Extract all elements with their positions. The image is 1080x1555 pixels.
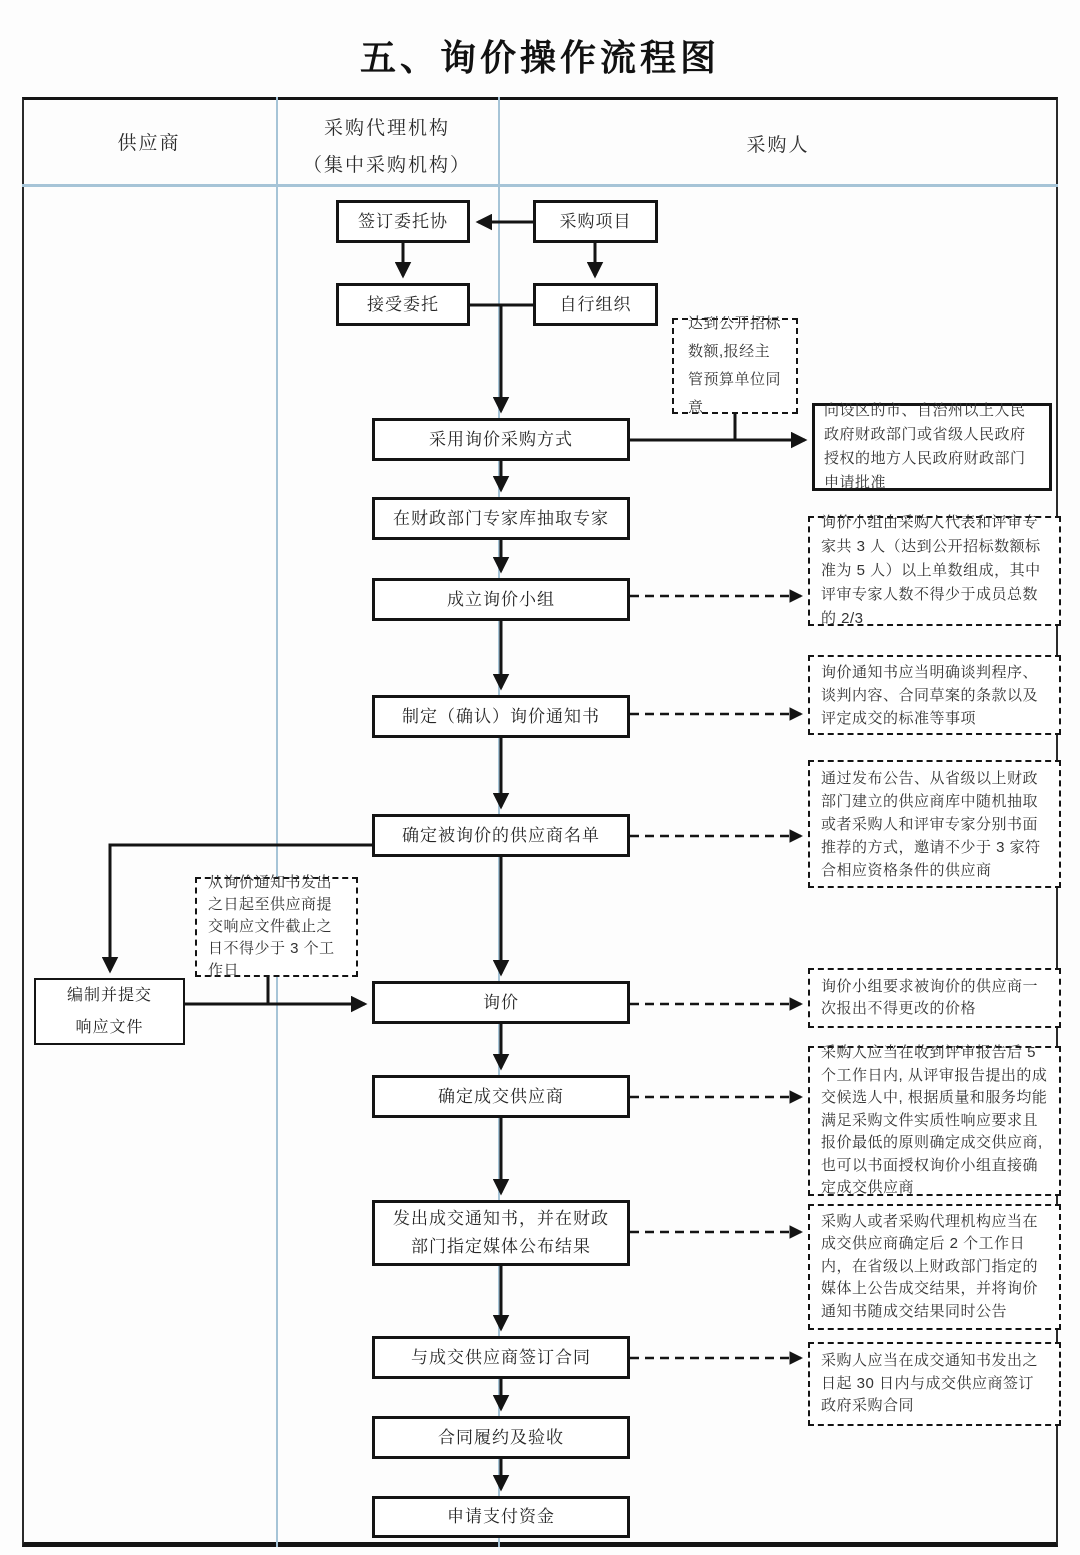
page-title: 五、询价操作流程图 [359, 37, 720, 78]
step-determine-supplier-list: 确定被询价的供应商名单 [372, 814, 630, 857]
note-min-3-workdays: 从询价通知书发出之日起至供应商提交响应文件截止之日不得少于 3 个工作日 [195, 877, 358, 977]
lane-header-agency-line1: 采购代理机构 [323, 118, 450, 139]
step-apply-payment: 申请支付资金 [372, 1496, 630, 1538]
step-determine-winning-supplier: 确定成交供应商 [372, 1075, 630, 1118]
step-form-inquiry-team: 成立询价小组 [372, 578, 630, 621]
flow-box-accept-entrustment: 接受委托 [336, 283, 470, 326]
supplier-response-line2: 响应文件 [75, 1018, 144, 1036]
note-2-workdays: 采购人或者采购代理机构应当在成交供应商确定后 2 个工作日内，在省级以上财政部门指定的媒体上公告成交结果，并将询价通知书随成交结果同时公告 [808, 1204, 1061, 1330]
lane-header-supplier: 供应商 [117, 133, 181, 154]
header-divider [22, 184, 1058, 187]
note-threshold: 达到公开招标数额,报经主管预算单位同意 [672, 318, 798, 414]
flow-box-sign-agreement: 签订委托协 [336, 200, 470, 243]
step-contract-performance: 合同履约及验收 [372, 1416, 630, 1459]
note-invite-suppliers: 通过发布公告、从省级以上财政部门建立的供应商库中随机抽取或者采购人和评审专家分别书面推荐的方式，邀请不少于 3 家符合相应资格条件的供应商 [808, 760, 1061, 888]
step-inquiry: 询价 [372, 981, 630, 1024]
note-5-workdays: 采购人应当在收到评审报告后 5 个工作日内, 从评审报告提出的成交候选人中, 根据质量和服务均能满足采购文件实质性响应要求且报价最低的原则确定成交供应商, 也可以书面授权询价小组直接确定成交供应商 [808, 1046, 1061, 1196]
flow-box-procurement-project: 采购项目 [533, 200, 658, 243]
supplier-response-box [34, 978, 185, 1045]
flow-box-self-organize: 自行组织 [533, 283, 658, 326]
step-extract-experts: 在财政部门专家库抽取专家 [372, 497, 630, 540]
column-divider-1 [276, 97, 278, 1547]
step-sign-contract: 与成交供应商签订合同 [372, 1336, 630, 1379]
lane-header-agency [276, 113, 498, 177]
step-make-inquiry-notice: 制定（确认）询价通知书 [372, 695, 630, 738]
lane-header-purchaser: 采购人 [746, 135, 810, 156]
approval-box: 向设区的市、自治州以上人民政府财政部门或省级人民政府授权的地方人民政府财政部门申请批准 [812, 403, 1052, 491]
lane-header-agency-line2: （集中采购机构） [302, 155, 471, 176]
note-notice-content: 询价通知书应当明确谈判程序、谈判内容、合同草案的条款以及评定成交的标准等事项 [808, 655, 1061, 735]
note-one-time-quote: 询价小组要求被询价的供应商一次报出不得更改的价格 [808, 968, 1061, 1028]
supplier-response-line1: 编制并提交 [66, 986, 152, 1004]
step-issue-award-notice: 发出成交通知书，并在财政部门指定媒体公布结果 [372, 1200, 630, 1266]
note-team-composition: 询价小组由采购人代表和评审专家共 3 人（达到公开招标数额标准为 5 人）以上单数组成，其中评审专家人数不得少于成员总数的 2/3 [808, 516, 1061, 626]
note-30-days: 采购人应当在成交通知书发出之日起 30 日内与成交供应商签订政府采购合同 [808, 1342, 1061, 1426]
step-adopt-inquiry-method: 采用询价采购方式 [372, 418, 630, 461]
